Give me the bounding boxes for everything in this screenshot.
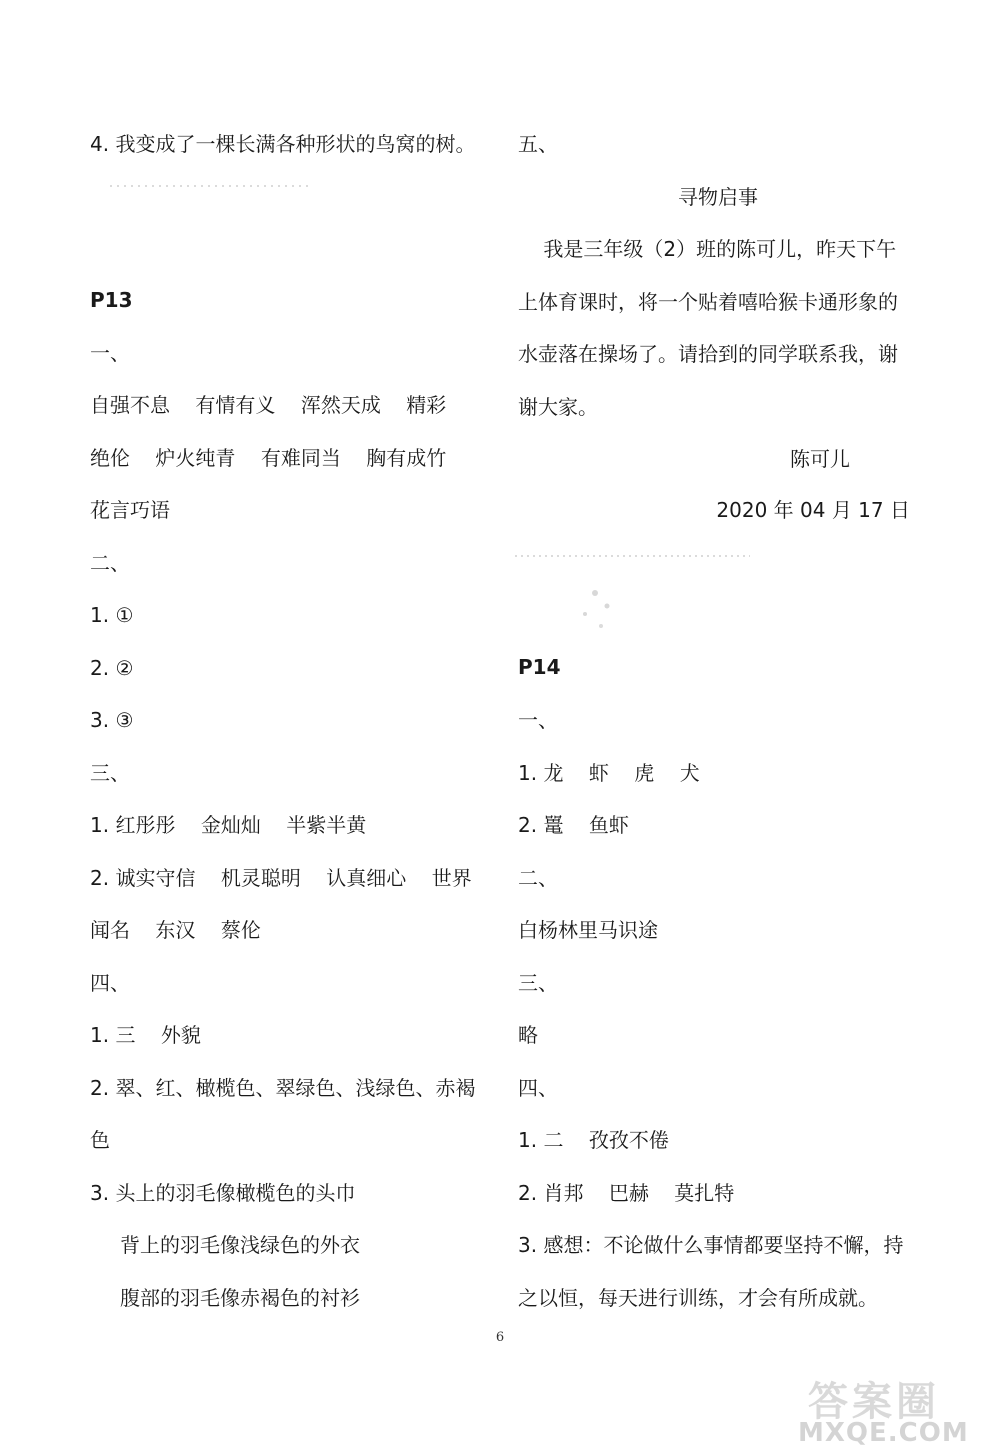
part-heading: 三、 [518,971,558,995]
part-heading: 一、 [90,341,130,365]
section-heading-p13: P13 [90,288,133,312]
answer-line: 2. 诚实守信 机灵聪明 认真细心 世界 [90,866,472,890]
answer-line: 2. 翠、红、橄榄色、翠绿色、浅绿色、赤褐 [90,1076,476,1100]
answer-line: 色 [90,1128,110,1152]
answer-line: 1. 三 外貌 [90,1023,201,1047]
notice-body-line: 谢大家。 [518,395,598,419]
answer-line: 3. 头上的羽毛像橄榄色的头巾 [90,1181,356,1205]
part-heading: 一、 [518,708,558,732]
part-heading: 四、 [518,1076,558,1100]
answer-line: 3. ③ [90,708,134,732]
part-heading: 四、 [90,971,130,995]
answer-line: 2. 鼍 鱼虾 [518,813,629,837]
answer-line: 绝伦 炉火纯青 有难同当 胸有成竹 [90,446,447,470]
answer-line: 闻名 东汉 蔡伦 [90,918,261,942]
notice-body-line: 上体育课时，将一个贴着嘻哈猴卡通形象的 [518,290,898,314]
answer-line: 1. 红彤彤 金灿灿 半紫半黄 [90,813,367,837]
watermark-logo [788,1370,988,1450]
right-column [518,0,918,1456]
answer-line: 1. 龙 虾 虎 犬 [518,761,700,785]
part-heading: 二、 [90,551,130,575]
answer-line: 3. 感想：不论做什么事情都要坚持不懈，持 [518,1233,904,1257]
part-heading: 二、 [518,866,558,890]
notice-body-line: 我是三年级（2）班的陈可儿，昨天下午 [518,237,897,261]
answer-line: 自强不息 有情有义 浑然天成 精彩 [90,393,447,417]
answer-line: 花言巧语 [90,498,170,522]
answer-line: 2. 肖邦 巴赫 莫扎特 [518,1181,735,1205]
notice-body-line: 水壶落在操场了。请拾到的同学联系我，谢 [518,342,898,366]
answer-line: 略 [518,1023,538,1047]
answer-line: 2. ② [90,656,134,680]
watermark-top: 答案圈 [808,1379,940,1425]
left-column [90,0,510,1456]
answer-line: 背上的羽毛像浅绿色的外衣 [120,1233,360,1257]
answer-line: 1. 二 孜孜不倦 [518,1128,669,1152]
notice-signature: 陈可儿 [790,447,850,471]
answer-line: 腹部的羽毛像赤褐色的衬衫 [120,1286,360,1310]
answer-line: 4. 我变成了一棵长满各种形状的鸟窝的树。 [90,132,476,156]
answer-line: 之以恒，每天进行训练，才会有所成就。 [518,1286,878,1310]
answer-line: 1. ① [90,603,134,627]
page-number: 6 [495,1330,505,1345]
part-heading: 三、 [90,761,130,785]
part-heading: 五、 [518,132,558,156]
notice-title: 寻物启事 [678,185,758,209]
section-heading-p14: P14 [518,655,561,679]
answer-line: 白杨林里马识途 [518,918,658,942]
watermark-bottom: MXQE.COM [798,1418,969,1448]
notice-date: 2020 年 04 月 17 日 [716,498,910,522]
